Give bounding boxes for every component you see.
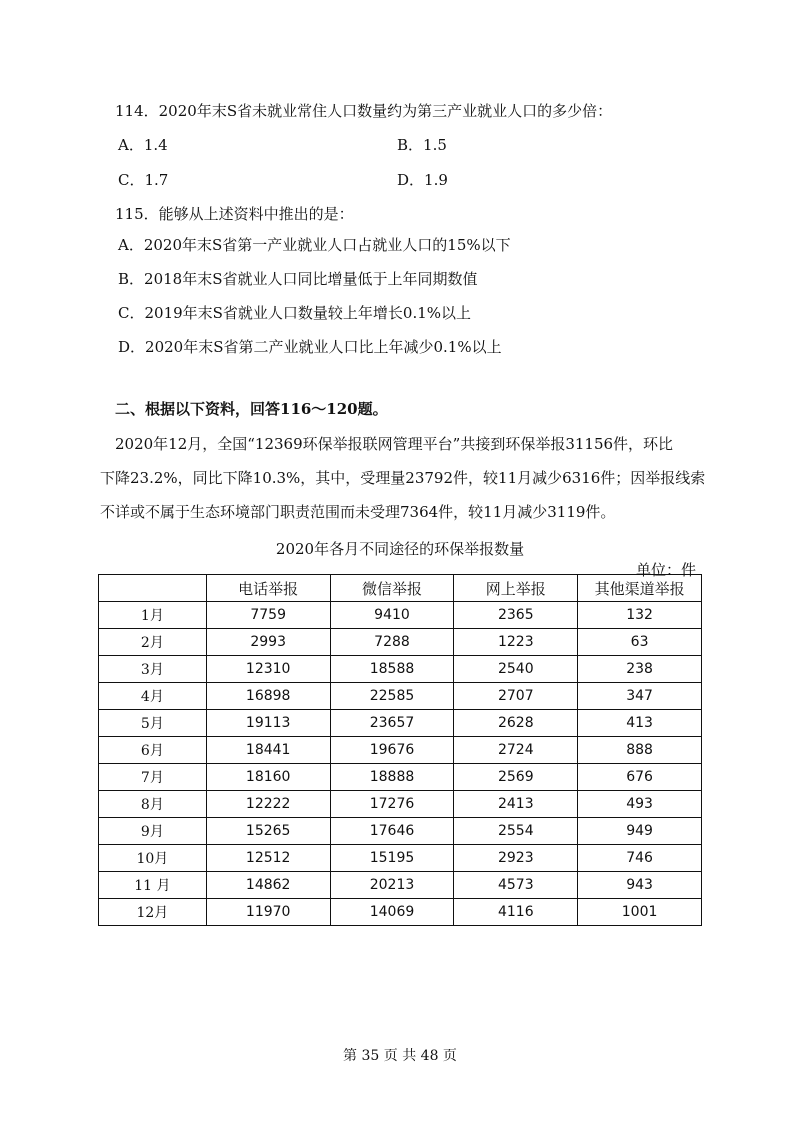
value-cell: 2628 (454, 710, 578, 737)
value-cell: 949 (578, 818, 702, 845)
value-cell: 676 (578, 764, 702, 791)
value-cell: 18888 (330, 764, 454, 791)
value-cell: 2993 (206, 629, 330, 656)
header-cell (99, 575, 207, 602)
option-114-a[interactable]: A．1.4 (118, 136, 168, 154)
value-cell: 493 (578, 791, 702, 818)
table-row (99, 845, 702, 872)
paragraph-line: 2020年12月，全国“12369环保举报联网管理平台”共接到环保举报31156件，环比 (115, 435, 674, 453)
table-row (99, 656, 702, 683)
table-row (99, 791, 702, 818)
header-cell: 电话举报 (206, 575, 330, 602)
option-115-b[interactable]: B．2018年末S省就业人口同比增量低于上年同期数值 (118, 270, 478, 288)
value-cell: 18588 (330, 656, 454, 683)
option-114-d[interactable]: D．1.9 (397, 171, 448, 189)
value-cell: 2554 (454, 818, 578, 845)
month-cell: 9月 (99, 818, 207, 845)
value-cell: 20213 (330, 872, 454, 899)
value-cell: 413 (578, 710, 702, 737)
value-cell: 9410 (330, 602, 454, 629)
value-cell: 18160 (206, 764, 330, 791)
table-caption: 2020年各月不同途径的环保举报数量 (275, 540, 525, 558)
question-number: 114． (115, 102, 159, 120)
table-row (99, 602, 702, 629)
month-cell: 4月 (99, 683, 207, 710)
page-footer: 第 35 页 共 48 页 (343, 1048, 457, 1064)
table-unit: 单位：件 (635, 561, 696, 579)
value-cell: 15195 (330, 845, 454, 872)
section-paragraph (100, 427, 720, 529)
value-cell: 7759 (206, 602, 330, 629)
value-cell: 1001 (578, 899, 702, 926)
value-cell: 23657 (330, 710, 454, 737)
question-text: 2020年末S省未就业常住人口数量约为第三产业就业人口的多少倍： (158, 102, 613, 120)
value-cell: 19676 (330, 737, 454, 764)
table-header-row (99, 575, 702, 602)
value-cell: 132 (578, 602, 702, 629)
table-row (99, 818, 702, 845)
paragraph-line: 不详或不属于生态环境部门职责范围而未受理7364件，较11月减少3119件。 (100, 503, 616, 521)
value-cell: 2724 (454, 737, 578, 764)
value-cell: 2569 (454, 764, 578, 791)
question-115 (115, 203, 354, 224)
table-row (99, 710, 702, 737)
value-cell: 22585 (330, 683, 454, 710)
value-cell: 2365 (454, 602, 578, 629)
month-cell: 10月 (99, 845, 207, 872)
question-text: 能够从上述资料中推出的是： (158, 205, 354, 223)
value-cell: 14069 (330, 899, 454, 926)
value-cell: 1223 (454, 629, 578, 656)
header-cell: 网上举报 (454, 575, 578, 602)
value-cell: 11970 (206, 899, 330, 926)
value-cell: 17646 (330, 818, 454, 845)
month-cell: 6月 (99, 737, 207, 764)
month-cell: 11 月 (99, 872, 207, 899)
header-cell: 微信举报 (330, 575, 454, 602)
table-body (99, 602, 702, 926)
value-cell: 4116 (454, 899, 578, 926)
value-cell: 12310 (206, 656, 330, 683)
value-cell: 746 (578, 845, 702, 872)
table-row (99, 899, 702, 926)
month-cell: 1月 (99, 602, 207, 629)
question-number: 115． (115, 205, 159, 223)
question-114 (115, 100, 612, 121)
value-cell: 2413 (454, 791, 578, 818)
value-cell: 15265 (206, 818, 330, 845)
value-cell: 17276 (330, 791, 454, 818)
table-row (99, 683, 702, 710)
header-cell: 其他渠道举报 (578, 575, 702, 602)
month-cell: 12月 (99, 899, 207, 926)
paragraph-line: 下降23.2%，同比下降10.3%，其中，受理量23792件，较11月减少6316件；因举报线索 (100, 469, 706, 487)
month-cell: 7月 (99, 764, 207, 791)
option-115-c[interactable]: C．2019年末S省就业人口数量较上年增长0.1%以上 (118, 304, 472, 322)
table-row (99, 737, 702, 764)
value-cell: 12222 (206, 791, 330, 818)
table-row (99, 629, 702, 656)
table-row (99, 872, 702, 899)
value-cell: 19113 (206, 710, 330, 737)
table-row (99, 764, 702, 791)
value-cell: 16898 (206, 683, 330, 710)
option-115-d[interactable]: D．2020年末S省第二产业就业人口比上年减少0.1%以上 (118, 338, 502, 356)
value-cell: 238 (578, 656, 702, 683)
month-cell: 5月 (99, 710, 207, 737)
value-cell: 888 (578, 737, 702, 764)
value-cell: 943 (578, 872, 702, 899)
option-114-c[interactable]: C．1.7 (118, 171, 169, 189)
month-cell: 8月 (99, 791, 207, 818)
report-table (98, 574, 702, 926)
section-heading: 二、根据以下资料，回答116～120题。 (115, 400, 388, 418)
value-cell: 4573 (454, 872, 578, 899)
month-cell: 2月 (99, 629, 207, 656)
value-cell: 18441 (206, 737, 330, 764)
value-cell: 12512 (206, 845, 330, 872)
value-cell: 63 (578, 629, 702, 656)
month-cell: 3月 (99, 656, 207, 683)
value-cell: 7288 (330, 629, 454, 656)
value-cell: 2540 (454, 656, 578, 683)
value-cell: 2707 (454, 683, 578, 710)
value-cell: 14862 (206, 872, 330, 899)
option-114-b[interactable]: B．1.5 (397, 136, 447, 154)
option-115-a[interactable]: A．2020年末S省第一产业就业人口占就业人口的15%以下 (118, 236, 511, 254)
value-cell: 2923 (454, 845, 578, 872)
value-cell: 347 (578, 683, 702, 710)
